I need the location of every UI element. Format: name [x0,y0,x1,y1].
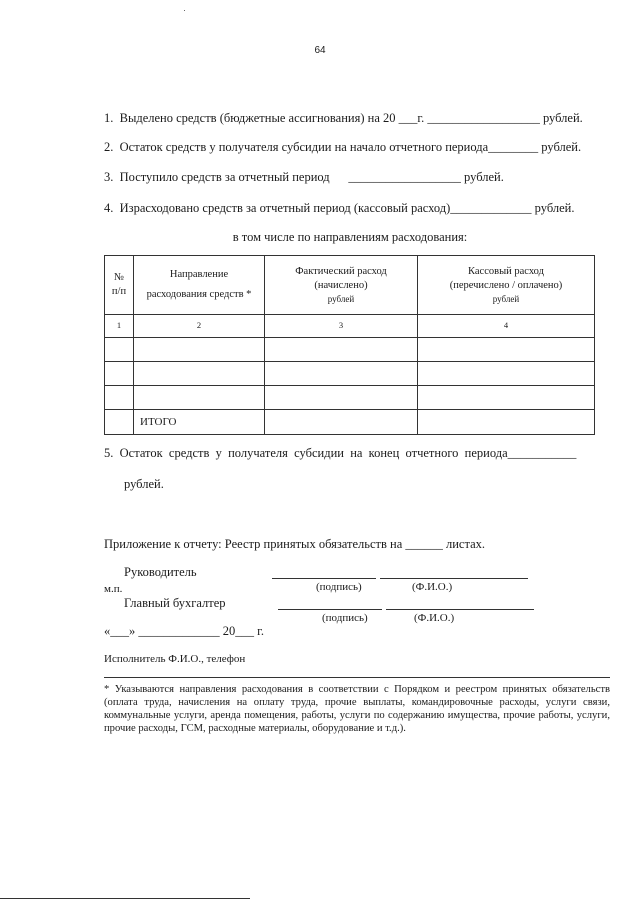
header-num: № п/п [105,256,134,315]
header-actual: Фактический расход (начислено) рублей [265,256,418,315]
expense-table [104,255,595,435]
attachment-line: Приложение к отчету: Реестр принятых обязательств на ______ листах. [104,537,486,551]
item-3: 3. Поступило средств за отчетный период __________________ рублей. [104,170,504,184]
item-2: 2. Остаток средств у получателя субсидии на начало отчетного периода________ рублей. [104,140,582,154]
footnote-divider [104,677,610,678]
item-4-text: Израсходовано средств за отчетный период (кассовый расход)_____________ рублей. [119,201,575,215]
page-number: 64 [314,45,326,56]
table-total-row [105,410,595,435]
head-sign-line [272,578,376,579]
head-fio-caption: (Ф.И.О.) [412,581,453,593]
item-5-cont: рублей. [124,477,164,491]
item-1: 1. Выделено средств (бюджетные ассигнования) на 20 ___г. __________________ рублей. [104,111,583,125]
table-row [105,386,595,410]
head-fio-line [380,578,528,579]
total-label: ИТОГО [134,410,265,435]
accountant-fio-line [386,609,534,610]
item-4: 4. Израсходовано средств за отчетный период (кассовый расход)_____________ рублей. [104,201,575,215]
head-label: Руководитель [124,565,197,579]
accountant-sign-line [278,609,382,610]
mp-label: м.п. [104,583,123,595]
table-row [105,338,595,362]
table-index-row: 1 2 3 4 [105,315,595,338]
header-cash: Кассовый расход (перечислено / оплачено) рублей [418,256,595,315]
date-line: «___» _____________ 20___ г. [104,624,264,638]
bottom-rule [0,898,250,899]
item-1-text: Выделено средств (бюджетные ассигнования) на 20 ___г. __________________ рублей. [119,111,583,125]
scan-speck [184,10,185,11]
item-2-text: Остаток средств у получателя субсидии на начало отчетного периода________ рублей. [119,140,582,154]
accountant-label: Главный бухгалтер [124,596,226,610]
head-sign-caption: (подпись) [316,581,362,593]
item-5-text: Остаток средств у получателя субсидии на конец отчетного периода___________ [119,446,577,460]
footnote: * Указываются направления расходования в соответствии с Порядком и реестром принятых обязательств (оплата труда, начисления на оплату труда, прочие выплаты, командировочные расходы, услуги связи, коммунальные услуги, аренда помещения, работы, услуги по содержанию имущества, прочие работы, услуги, прочие расходы, ГСМ, расходные материалы, оборудование и т.д.). [104,684,610,734]
header-direction: Направление расходования средств * [134,256,265,315]
table-row [105,362,595,386]
accountant-fio-caption: (Ф.И.О.) [414,612,455,624]
item-3-text: Поступило средств за отчетный период __________________ рублей. [119,170,504,184]
table-header-row [105,256,595,315]
executor-line: Исполнитель Ф.И.О., телефон [104,653,246,665]
table-caption: в том числе по направлениям расходования: [232,230,468,244]
item-5: 5. Остаток средств у получателя субсидии на конец отчетного периода___________ [104,446,577,460]
accountant-sign-caption: (подпись) [322,612,368,624]
